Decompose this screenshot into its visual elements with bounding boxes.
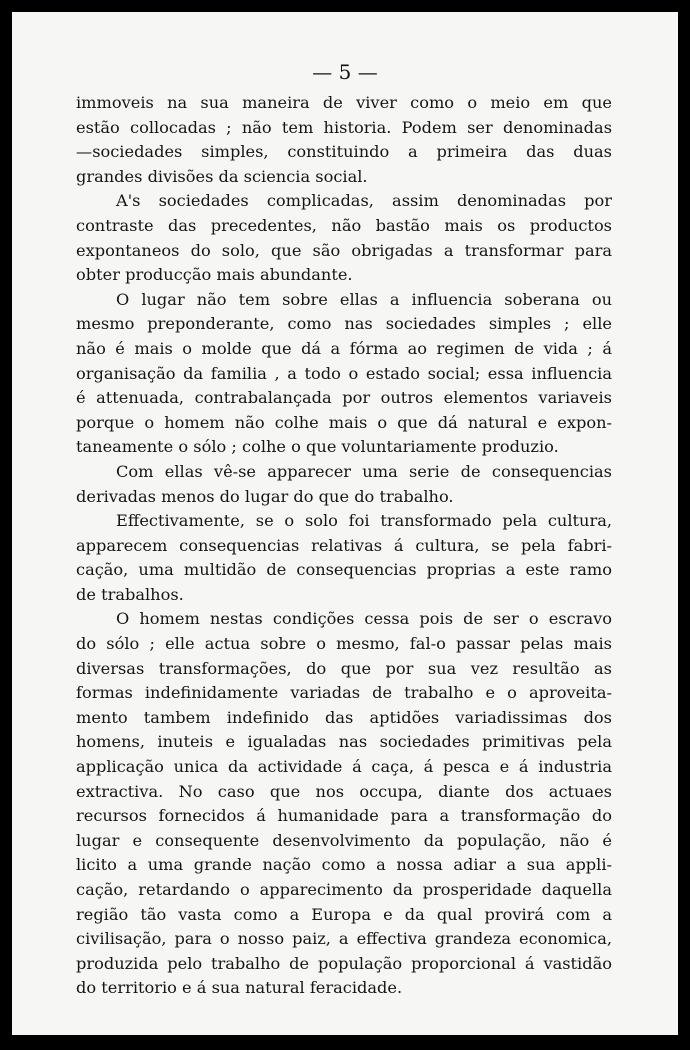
text-line: mesmo preponderante, como nas sociedades simples ; elle xyxy=(76,314,612,334)
text-line: mento tambem indefinido das aptidões variadissimas dos xyxy=(76,707,612,727)
text-line: porque o homem não colhe mais o que dá natural e expon- xyxy=(76,412,612,432)
text-line: derivadas menos do lugar do que do trabalho. xyxy=(76,486,454,506)
text-line: —sociedades simples, constituindo a primeira das duas xyxy=(76,142,612,162)
text-line: A's sociedades complicadas, assim denominadas por xyxy=(116,191,612,211)
text-line: extractiva. No caso que nos occupa, diante dos actuaes xyxy=(76,781,612,801)
text-line: é attenuada, contrabalançada por outros elementos variaveis xyxy=(76,388,612,408)
text-line: Effectivamente, se o solo foi transformado pela cultura, xyxy=(116,511,612,531)
text-line: formas indefinidamente variadas de trabalho e o aproveita- xyxy=(76,683,612,703)
text-line: O homem nestas condições cessa pois de ser o escravo xyxy=(116,609,612,629)
text-line: applicação unica da actividade á caça, á pesca e á industria xyxy=(76,757,612,777)
text-line: do sólo ; elle actua sobre o mesmo, fal-o passar pelas mais xyxy=(76,634,612,654)
text-line: não é mais o molde que dá a fórma ao regimen de vida ; á xyxy=(76,338,612,358)
text-line: diversas transformações, do que por sua vez resultão as xyxy=(76,658,612,678)
paragraph-5 xyxy=(76,509,612,607)
text-line: lugar e consequente desenvolvimento da população, não é xyxy=(76,830,612,850)
text-line: cação, uma multidão de consequencias proprias a este ramo xyxy=(76,560,612,580)
text-line: estão collocadas ; não tem historia. Podem ser denominadas xyxy=(76,117,612,137)
paragraph-4 xyxy=(76,460,612,509)
text-line: taneamente o sólo ; colhe o que voluntariamente produzio. xyxy=(76,437,559,457)
paragraph-2 xyxy=(76,189,612,287)
text-line: immoveis na sua maneira de viver como o meio em que xyxy=(76,93,612,112)
text-line: grandes divisões da sciencia social. xyxy=(76,166,368,186)
text-line: contraste das precedentes, não bastão mais os productos xyxy=(76,215,612,235)
text-line: O lugar não tem sobre ellas a influencia soberana ou xyxy=(116,289,612,309)
body-text xyxy=(76,91,612,1001)
book-page xyxy=(12,12,678,1035)
paragraph-3 xyxy=(76,288,612,460)
page-number: — 5 — xyxy=(312,60,378,84)
text-line: recursos fornecidos á humanidade para a transformação do xyxy=(76,806,612,826)
text-line: obter producção mais abundante. xyxy=(76,265,353,285)
text-line: civilisação, para o nosso paiz, a effectiva grandeza economica, xyxy=(76,929,612,949)
text-line: do territorio e á sua natural feracidade. xyxy=(76,978,403,998)
text-line: expontaneos do solo, que são obrigadas a transformar para xyxy=(76,240,612,260)
text-line: região tão vasta como a Europa e da qual provirá com a xyxy=(76,904,612,924)
text-line: cação, retardando o apparecimento da prosperidade daquella xyxy=(76,880,612,899)
text-line: licito a uma grande nação como a nossa adiar a sua appli- xyxy=(76,855,612,875)
text-line: produzida pelo trabalho de população proporcional á vastidão xyxy=(76,953,612,973)
text-line: organisação da familia , a todo o estado social; essa influencia xyxy=(76,363,612,383)
paragraph-1 xyxy=(76,91,612,189)
paragraph-6 xyxy=(76,607,612,1001)
text-line: de trabalhos. xyxy=(76,584,184,604)
text-line: Com ellas vê-se apparecer uma serie de consequencias xyxy=(116,461,612,481)
text-line: apparecem consequencias relativas á cultura, se pela fabri- xyxy=(76,535,612,555)
text-line: homens, inuteis e igualadas nas sociedades primitivas pela xyxy=(76,732,612,752)
